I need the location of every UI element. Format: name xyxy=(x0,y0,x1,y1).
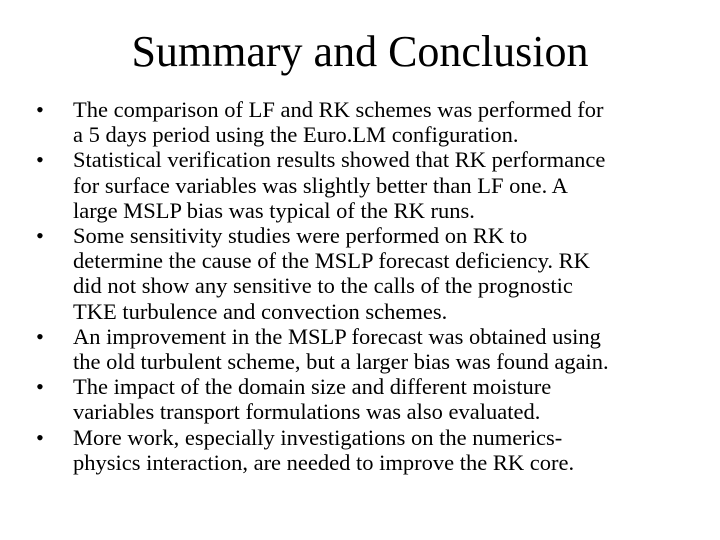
bullet-line: for surface variables was slightly better than LF one. A xyxy=(73,172,568,198)
bullet-line: The impact of the domain size and different moisture xyxy=(73,374,552,400)
bullet-line: More work, especially investigations on the numerics- xyxy=(73,424,563,450)
bullet-line: Some sensitivity studies were performed on RK to xyxy=(73,223,528,249)
bullet-marker: • xyxy=(36,147,44,173)
bullet-item xyxy=(36,223,696,324)
bullet-item xyxy=(36,97,696,147)
bullet-line: Statistical verification results showed that RK performance xyxy=(73,147,606,173)
bullet-line: the old turbulent scheme, but a larger bias was found again. xyxy=(73,349,609,375)
bullet-line: The comparison of LF and RK schemes was performed for xyxy=(73,97,604,122)
bullet-item xyxy=(36,324,696,374)
bullet-line: determine the cause of the MSLP forecast deficiency. RK xyxy=(73,248,590,274)
bullet-item xyxy=(36,374,696,424)
bullet-marker: • xyxy=(36,223,44,249)
bullet-marker: • xyxy=(36,374,44,400)
bullet-item xyxy=(36,147,696,223)
bullet-marker: • xyxy=(36,323,44,349)
bullet-list xyxy=(36,97,696,475)
bullet-line: An improvement in the MSLP forecast was obtained using xyxy=(73,323,601,349)
bullet-line: variables transport formulations was also evaluated. xyxy=(73,399,541,425)
bullet-marker: • xyxy=(36,97,44,122)
bullet-line: physics interaction, are needed to improve the RK core. xyxy=(73,449,575,475)
bullet-marker: • xyxy=(36,424,44,450)
bullet-item xyxy=(36,425,696,475)
bullet-line: large MSLP bias was typical of the RK runs. xyxy=(73,197,475,223)
slide-title: Summary and Conclusion xyxy=(131,27,589,76)
bullet-line: did not show any sensitive to the calls of the prognostic xyxy=(73,273,573,299)
bullet-line: TKE turbulence and convection schemes. xyxy=(73,298,448,324)
bullet-line: a 5 days period using the Euro.LM configuration. xyxy=(73,122,519,148)
